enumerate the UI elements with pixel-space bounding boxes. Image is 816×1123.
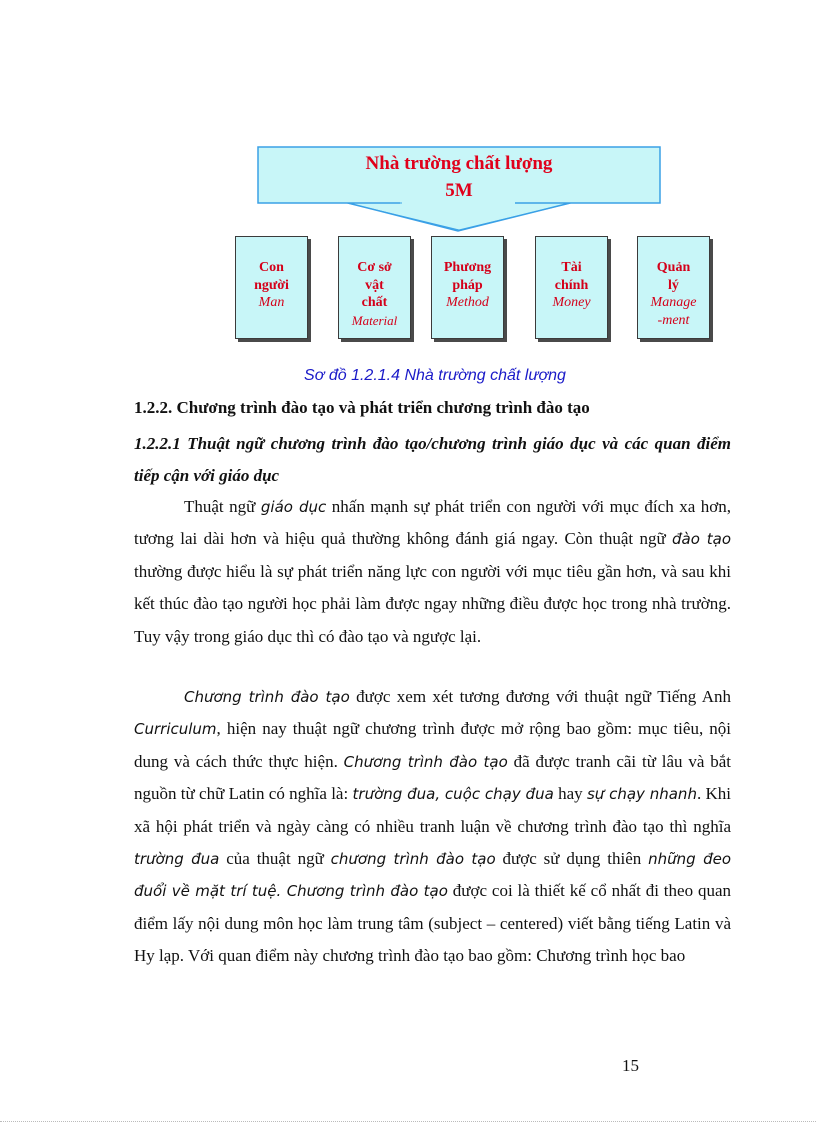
text-run: nhấn mạnh sự phát triển con người với mục đích xa hơn, tương lai dài hơn và hiệu quả thường không đánh giá ngay. Còn thuật ngữ xyxy=(134,497,732,549)
box-vn-line: Quản xyxy=(656,260,691,275)
text-run: được xem xét tương đương với thuật ngữ Tiếng Anh xyxy=(349,687,731,706)
text-run: hay xyxy=(553,784,587,804)
page-number: 15 xyxy=(622,1056,639,1075)
box-vn-line: Phương xyxy=(443,260,492,275)
box-en-line: Money xyxy=(552,295,591,310)
box-material xyxy=(338,236,411,339)
paragraph-1 xyxy=(134,491,731,653)
box-money xyxy=(535,236,608,339)
box-en-line: Manage xyxy=(650,295,697,310)
box-vn-line: pháp xyxy=(452,277,483,293)
diagram-title-line1: Nhà trường chất lượng xyxy=(365,153,553,174)
italic-run: Curriculum xyxy=(134,720,217,739)
box-en-line: -ment xyxy=(657,312,690,328)
text-run: đã được tranh cãi từ lâu và bắt nguồn từ chữ Latin có nghĩa là: xyxy=(134,751,731,804)
box-vn-line: người xyxy=(254,277,289,293)
box-vn-line: Con xyxy=(259,260,284,275)
italic-run: những đeo đuổi về mặt trí tuệ. Chương trình đào tạo xyxy=(134,850,731,901)
text-run: của thuật ngữ xyxy=(219,849,331,869)
diagram-title-line2: 5M xyxy=(445,180,473,201)
box-man xyxy=(235,236,308,339)
box-en-line: Man xyxy=(258,295,285,310)
section-heading-1-2-2: 1.2.2. Chương trình đào tạo và phát triển chương trình đào tạo xyxy=(134,398,590,417)
italic-run: sự chạy nhanh xyxy=(586,785,697,804)
italic-run: đào tạo xyxy=(672,530,731,549)
italic-run: trường đua, cuộc chạy đua xyxy=(352,785,554,804)
page-bottom-divider xyxy=(0,1121,816,1122)
box-vn-line: vật xyxy=(365,277,384,293)
box-vn-line: chất xyxy=(361,295,388,310)
quality-school-diagram xyxy=(0,0,816,360)
text-run: Thuật ngữ xyxy=(184,497,261,516)
italic-run: chương trình đào tạo xyxy=(330,850,496,869)
italic-run: Chương trình đào tạo xyxy=(184,688,350,706)
text-run: thường được hiểu là sự phát triển năng lực con người với mục tiêu gần hơn, và sau khi kết thúc đào tạo người học phải làm được ngay những điều được học trong nhà trường. Tuy vậy trong giáo dục thì có đào tạo và ngược lại. xyxy=(134,561,731,646)
box-en-line: Method xyxy=(446,295,489,310)
diagram-title xyxy=(258,150,660,204)
box-vn-line: chính xyxy=(554,277,589,293)
italic-run: Chương trình đào tạo xyxy=(343,752,508,771)
box-vn-line: Tài xyxy=(561,260,582,275)
box-vn-line: lý xyxy=(668,277,679,293)
box-management xyxy=(637,236,710,339)
box-en-line: Material xyxy=(351,312,398,328)
text-run: được sử dụng thiên xyxy=(495,849,649,869)
paragraph-2 xyxy=(134,681,731,973)
box-vn-line: Cơ sở xyxy=(357,260,392,275)
diagram-caption: Sơ đồ 1.2.1.4 Nhà trường chất lượng xyxy=(304,367,566,384)
text-run: được coi là thiết kế cổ nhất đi theo quan điểm lấy nội dung môn học làm trung tâm (subject – centered) viết bằng tiếng Latin và Hy lạp. Với quan điểm này chương trình đào tạo bao gồm: Chương trình học bao xyxy=(134,881,731,966)
box-method xyxy=(431,236,504,339)
italic-run: giáo dục xyxy=(260,498,327,516)
italic-run: trường đua xyxy=(134,850,220,869)
text-run: , hiện nay thuật ngữ chương trình được mở rộng bao gồm: mục tiêu, nội dung và cách thức thực hiện. xyxy=(134,719,731,771)
section-heading-1-2-2-1: 1.2.2.1 Thuật ngữ chương trình đào tạo/chương trình giáo dục và các quan điểm tiếp cận với giáo dục xyxy=(134,434,731,485)
text-run: . Khi xã hội phát triển và ngày càng có nhiều tranh luận về chương trình đào tạo thì nghĩa xyxy=(134,784,732,836)
